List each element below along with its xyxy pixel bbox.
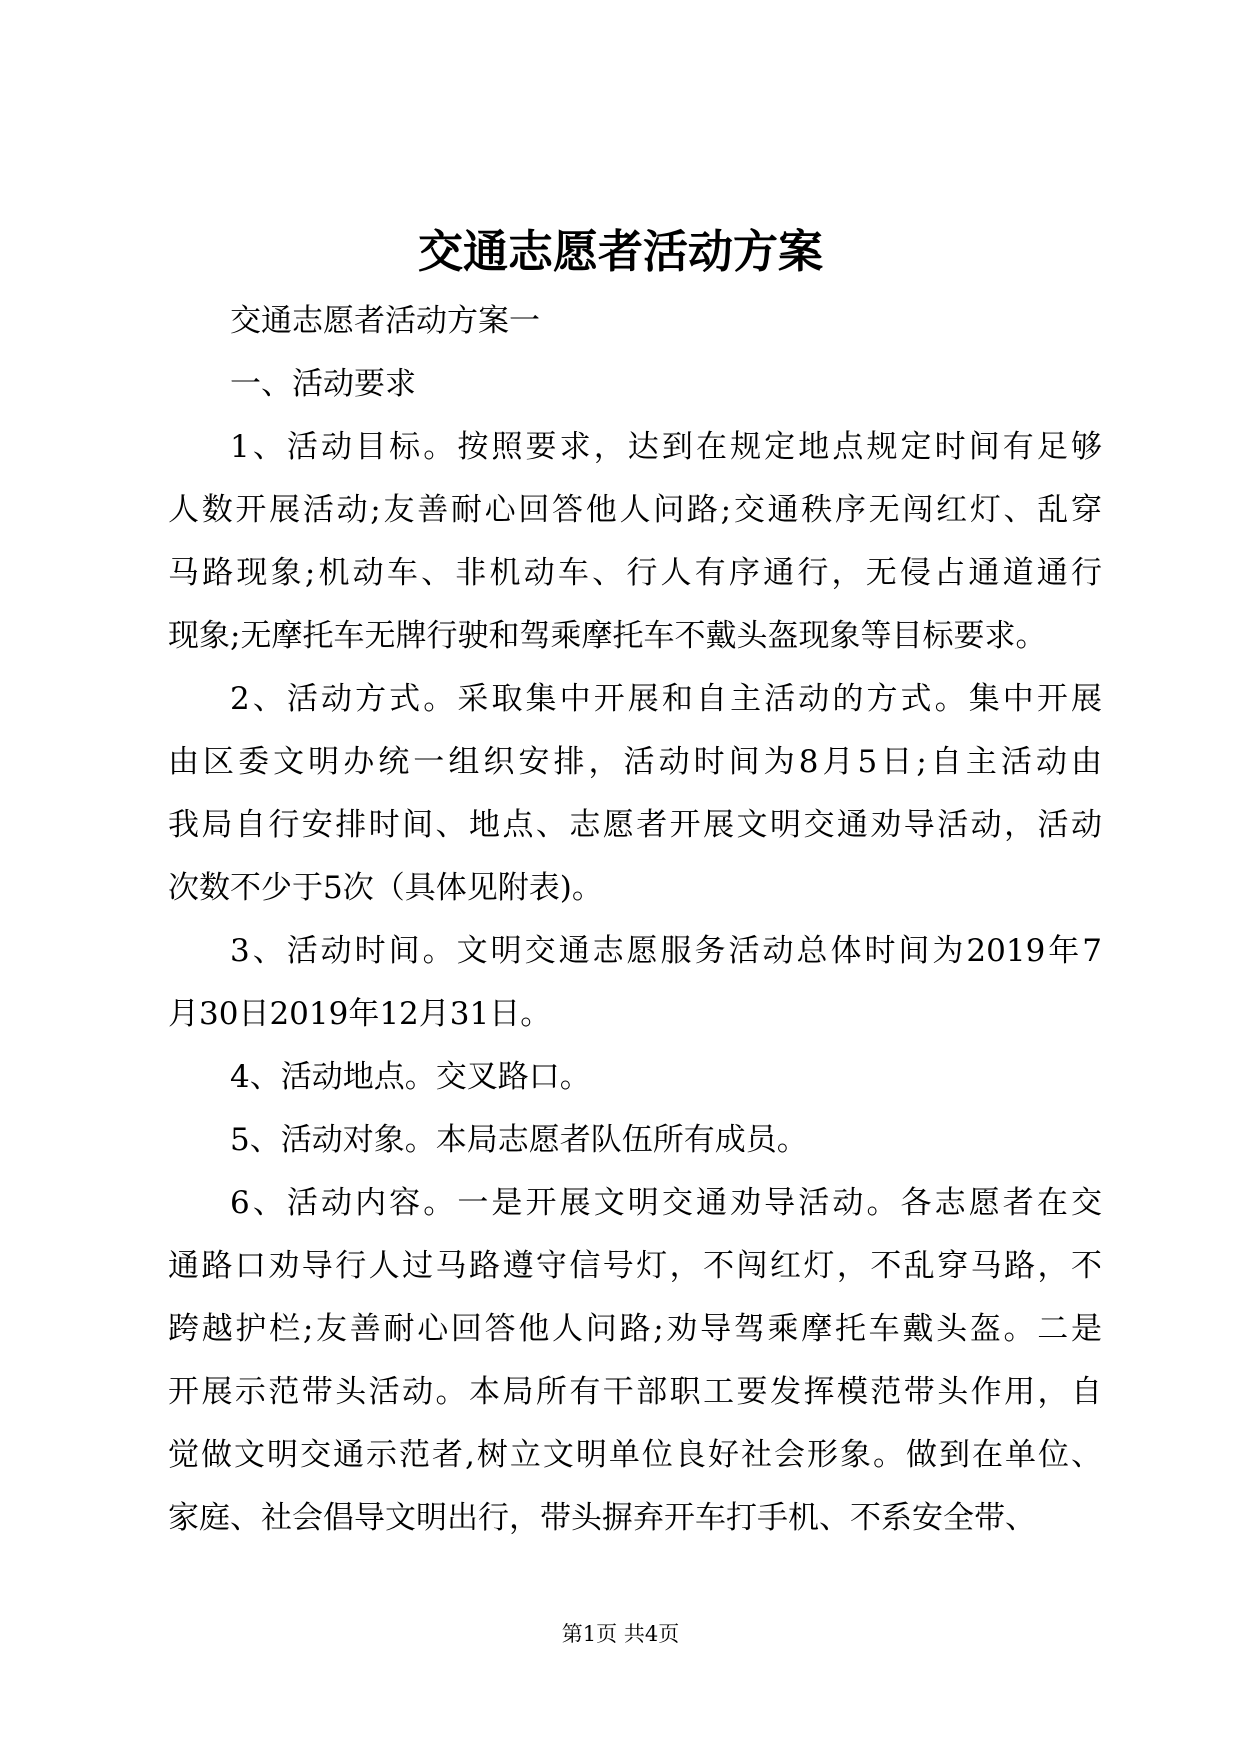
text-line: 现象;无摩托车无牌行驶和驾乘摩托车不戴头盔现象等目标要求。 [168,618,1047,654]
text-line: 跨越护栏;友善耐心回答他人问路;劝导驾乘摩托车戴头盔。二是 [168,1311,1102,1347]
text-line: 交通志愿者活动方案一 [230,303,540,339]
text-line: 月30日2019年12月31日。 [168,996,552,1032]
paragraph [168,920,1102,1046]
text-line: 由区委文明办统一组织安排，活动时间为8月5日;自主活动由 [168,744,1102,780]
text-line: 4、活动地点。交叉路口。 [230,1059,591,1095]
document-title: 交通志愿者活动方案 [417,225,823,278]
paragraph [168,416,1102,668]
text-line: 我局自行安排时间、地点、志愿者开展文明交通劝导活动，活动 [168,807,1102,843]
paragraph [168,1109,1102,1172]
text-line: 开展示范带头活动。本局所有干部职工要发挥模范带头作用，自 [168,1374,1102,1410]
text-line: 2、活动方式。采取集中开展和自主活动的方式。集中开展 [230,681,1102,717]
paragraph [168,290,1102,353]
text-line: 1、活动目标。按照要求，达到在规定地点规定时间有足够 [230,429,1102,465]
text-line: 6、活动内容。一是开展文明交通劝导活动。各志愿者在交 [230,1185,1102,1221]
text-line: 次数不少于5次（具体见附表)。 [168,870,603,906]
text-line: 3、活动时间。文明交通志愿服务活动总体时间为2019年7 [230,933,1102,969]
text-line: 马路现象;机动车、非机动车、行人有序通行，无侵占通道通行 [168,555,1102,591]
paragraph [168,353,1102,416]
text-line: 家庭、社会倡导文明出行，带头摒弃开车打手机、不系安全带、 [168,1500,1036,1536]
paragraph [168,1172,1102,1550]
text-line: 觉做文明交通示范者,树立文明单位良好社会形象。做到在单位、 [168,1437,1102,1473]
paragraph [168,1046,1102,1109]
text-line: 一、活动要求 [230,366,416,402]
page-footer: 第1页 共4页 [561,1622,680,1646]
text-line: 通路口劝导行人过马路遵守信号灯，不闯红灯，不乱穿马路，不 [168,1248,1102,1284]
paragraph [168,668,1102,920]
text-line: 人数开展活动;友善耐心回答他人问路;交通秩序无闯红灯、乱穿 [168,492,1102,528]
document-body [168,290,1102,1550]
text-line: 5、活动对象。本局志愿者队伍所有成员。 [230,1122,808,1158]
